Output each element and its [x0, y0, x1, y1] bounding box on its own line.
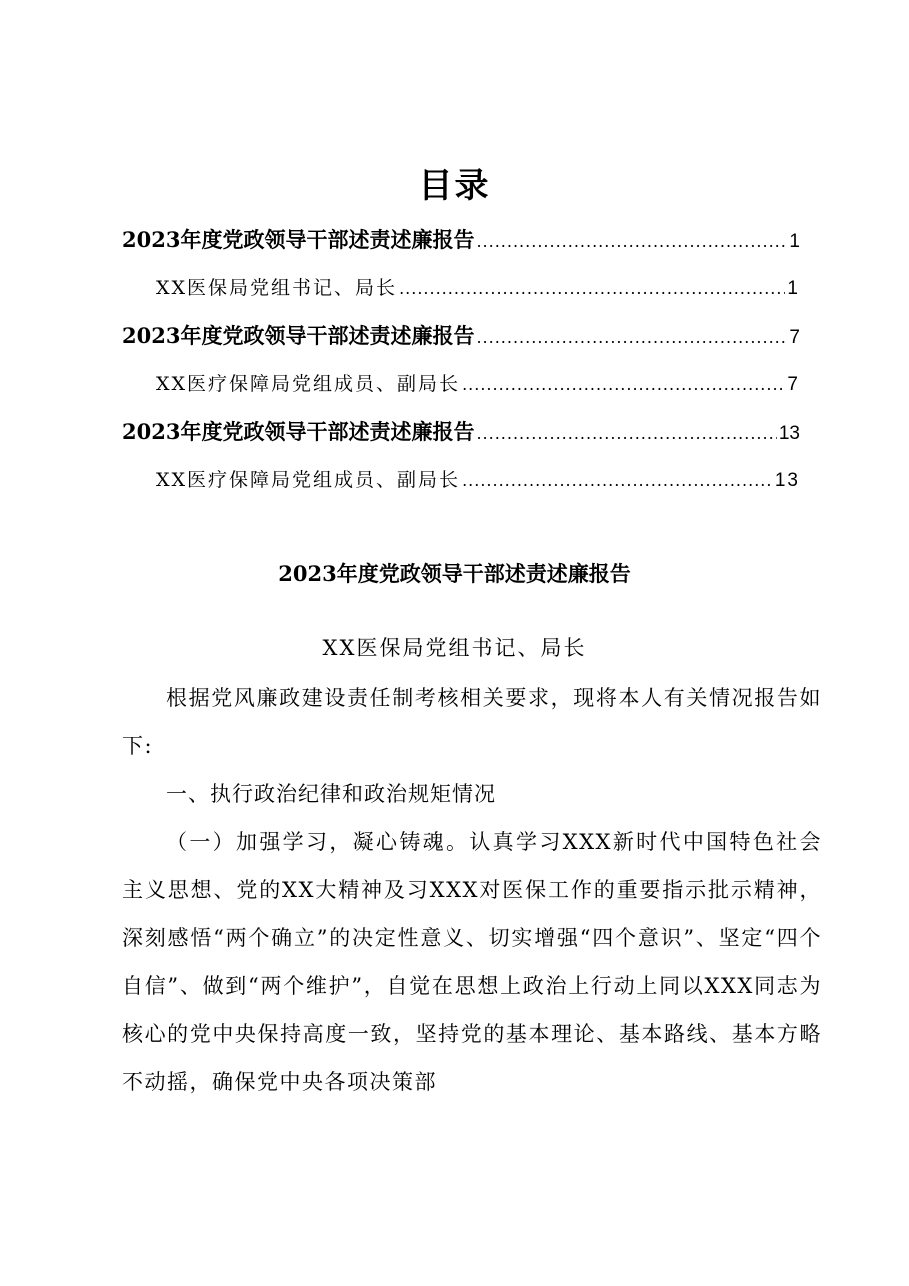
toc-leader-dots [476, 224, 787, 260]
intro-paragraph: 根据党风廉政建设责任制考核相关要求，现将本人有关情况报告如下: [122, 686, 822, 758]
toc-entry-page: 13 [778, 423, 800, 444]
toc-leader-dots [462, 367, 785, 403]
toc-leader-dots [462, 463, 773, 499]
toc-entry-text: 2023年度党政领导干部述责述廉报告 [122, 227, 475, 252]
toc-entry-page: 13 [774, 470, 800, 491]
toc-entry-page: 1 [787, 278, 800, 299]
toc-entry[interactable] [122, 270, 800, 318]
toc-entry[interactable] [122, 366, 800, 414]
document-body [122, 674, 822, 1106]
toc-entry-text: XX医保局党组书记、局长 [156, 277, 398, 299]
document-title: 2023年度党政领导干部述责述廉报告 [278, 561, 631, 586]
toc-entry-page: 7 [789, 327, 800, 348]
toc-entry[interactable] [122, 318, 800, 366]
toc-entry-page: 1 [789, 231, 800, 252]
toc-leader-dots [399, 271, 785, 307]
body-paragraph: （一）加强学习，凝心铸魂。认真学习XXX新时代中国特色社会主义思想、党的XX大精神及习XXX对医保工作的重要指示批示精神，深刻感悟“两个确立”的决定性意义、切实增强“四个意识”、坚定“四个自信”、做到“两个维护”，自觉在思想上政治上行动上同以XXX同志为核心的党中央保持高度一致，坚持党的基本理论、基本路线、基本方略不动摇，确保党中央各项决策部 [122, 830, 822, 1094]
toc-leader-dots [476, 320, 787, 356]
toc-entry-text: XX医疗保障局党组成员、副局长 [156, 469, 461, 491]
table-of-contents [122, 222, 800, 510]
toc-title: 目录 [418, 166, 491, 206]
toc-entry-text: 2023年度党政领导干部述责述廉报告 [122, 419, 475, 444]
toc-entry[interactable] [122, 462, 800, 510]
toc-entry[interactable] [122, 414, 800, 462]
toc-leader-dots [476, 416, 776, 452]
toc-entry-text: XX医疗保障局党组成员、副局长 [156, 373, 461, 395]
section-heading: 一、执行政治纪律和政治规矩情况 [166, 782, 496, 806]
toc-entry[interactable] [122, 222, 800, 270]
toc-entry-page: 7 [787, 374, 800, 395]
toc-entry-text: 2023年度党政领导干部述责述廉报告 [122, 323, 475, 348]
document-subtitle: XX医保局党组书记、局长 [322, 636, 587, 660]
